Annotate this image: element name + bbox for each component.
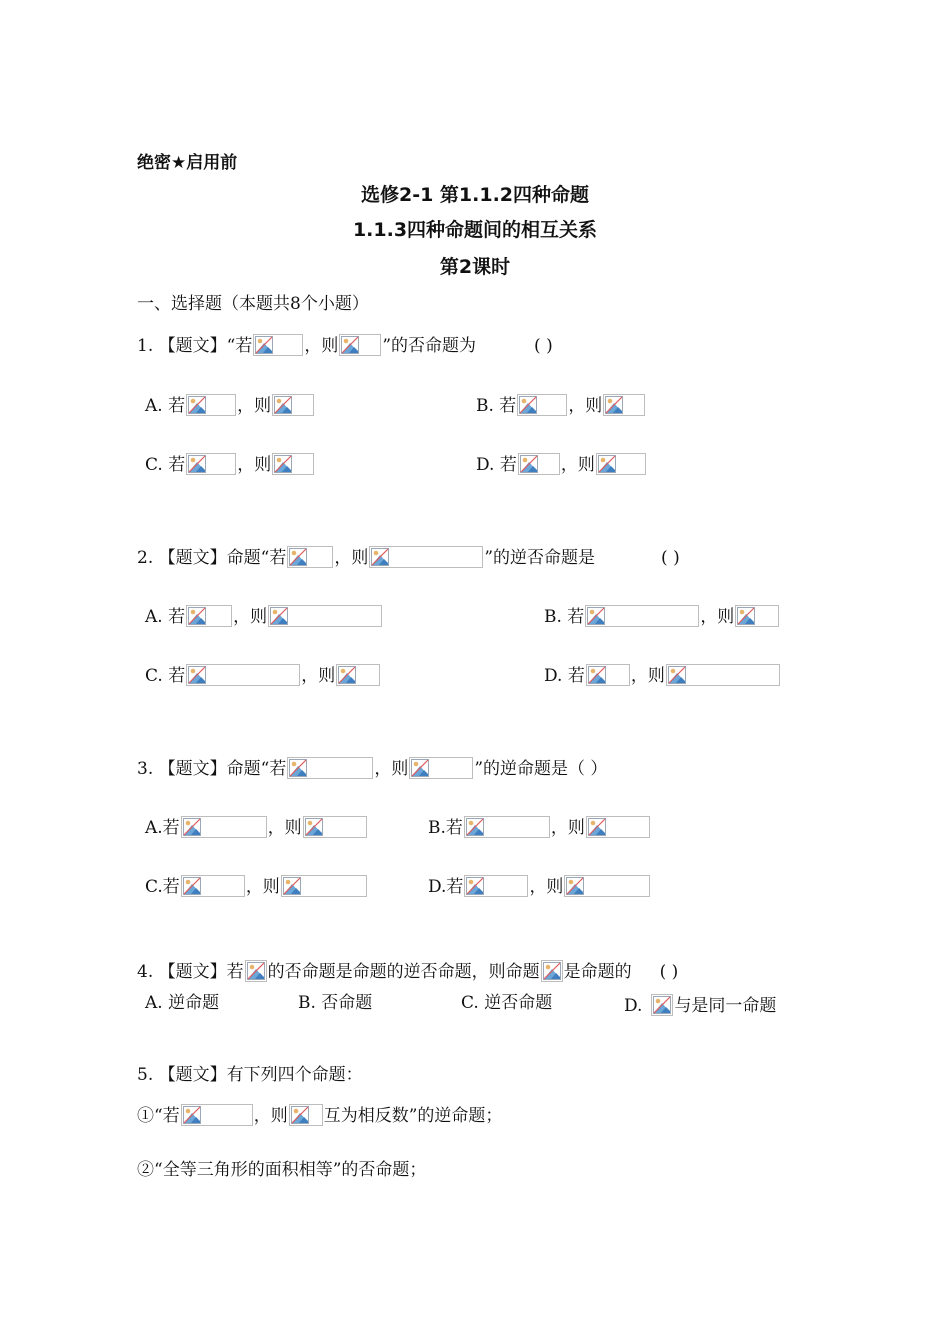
formula-image <box>303 816 367 838</box>
broken-image-icon <box>305 818 323 836</box>
formula-image <box>245 960 267 982</box>
broken-image-icon <box>566 877 584 895</box>
formula-image <box>181 875 245 897</box>
formula-image <box>186 453 236 475</box>
title-line-2: 1.1.3四种命题间的相互关系 <box>352 219 598 241</box>
broken-image-icon <box>466 877 484 895</box>
formula-image <box>336 664 380 686</box>
formula-image <box>181 1104 253 1126</box>
secret-label: 绝密★启用前 <box>137 153 238 173</box>
broken-image-icon <box>598 455 616 473</box>
formula-image <box>464 816 550 838</box>
broken-image-icon <box>653 996 671 1014</box>
formula-image <box>268 605 382 627</box>
question-4-option-a[interactable]: A. 逆命题 <box>145 993 220 1013</box>
question-1-option-c[interactable]: C. 若 ，则 <box>145 447 315 475</box>
formula-image <box>281 875 367 897</box>
formula-image <box>735 605 779 627</box>
question-5-stem: 5. 【题文】有下列四个命题： <box>137 1065 363 1085</box>
broken-image-icon <box>289 759 307 777</box>
formula-image <box>186 605 232 627</box>
formula-image <box>666 664 780 686</box>
question-1-option-a[interactable]: A. 若 ，则 <box>145 388 315 416</box>
broken-image-icon <box>605 396 623 414</box>
formula-image <box>272 453 314 475</box>
broken-image-icon <box>289 548 307 566</box>
section-heading: 一、选择题（本题共8个小题） <box>137 294 369 314</box>
formula-image <box>586 816 650 838</box>
question-3-option-b[interactable]: B.若 ，则 <box>428 810 651 838</box>
question-4-option-c[interactable]: C. 逆否命题 <box>461 993 553 1013</box>
formula-image <box>586 664 630 686</box>
broken-image-icon <box>588 818 606 836</box>
question-4-options <box>0 988 950 1016</box>
broken-image-icon <box>668 666 686 684</box>
formula-image <box>564 875 650 897</box>
broken-image-icon <box>188 455 206 473</box>
broken-image-icon <box>255 336 273 354</box>
broken-image-icon <box>371 548 389 566</box>
question-5-item-1: ①“若 ，则 互为相反数”的逆命题； <box>137 1106 503 1126</box>
question-3-option-c[interactable]: C.若 ，则 <box>145 869 368 897</box>
formula-image <box>253 334 303 356</box>
broken-image-icon <box>291 1106 309 1124</box>
formula-image <box>339 334 381 356</box>
broken-image-icon <box>270 607 288 625</box>
formula-image <box>651 994 673 1016</box>
broken-image-icon <box>341 336 359 354</box>
question-2-option-a[interactable]: A. 若 ，则 <box>145 599 383 627</box>
broken-image-icon <box>188 666 206 684</box>
question-3-option-d[interactable]: D.若 ，则 <box>428 869 651 897</box>
broken-image-icon <box>466 818 484 836</box>
question-3-option-a[interactable]: A.若 ，则 <box>145 810 368 838</box>
question-4-option-b[interactable]: B. 否命题 <box>298 993 373 1013</box>
question-1-stem: 1. 【题文】“若 ，则 ”的否命题为 ( ) <box>137 336 553 356</box>
formula-image <box>287 546 333 568</box>
formula-image <box>289 1104 323 1126</box>
question-4-stem: 4. 【题文】若 的否命题是命题的逆否命题，则命题 是命题的 ( ) <box>137 962 679 982</box>
formula-image <box>541 960 563 982</box>
question-5-item-2: ②“全等三角形的面积相等”的否命题； <box>137 1160 427 1180</box>
formula-image <box>603 394 645 416</box>
question-2-option-b[interactable]: B. 若 ，则 <box>544 599 780 627</box>
broken-image-icon <box>737 607 755 625</box>
broken-image-icon <box>183 1106 201 1124</box>
question-3-stem: 3. 【题文】命题“若 ，则 ”的逆命题是（ ） <box>137 759 608 779</box>
broken-image-icon <box>247 962 265 980</box>
formula-image <box>518 453 560 475</box>
title-line-3: 第2课时 <box>439 256 511 278</box>
broken-image-icon <box>411 759 429 777</box>
question-2-option-d[interactable]: D. 若 ，则 <box>544 658 781 686</box>
broken-image-icon <box>183 818 201 836</box>
broken-image-icon <box>520 455 538 473</box>
broken-image-icon <box>588 666 606 684</box>
broken-image-icon <box>274 396 292 414</box>
formula-image <box>181 816 267 838</box>
broken-image-icon <box>338 666 356 684</box>
broken-image-icon <box>283 877 301 895</box>
formula-image <box>585 605 699 627</box>
formula-image <box>517 394 567 416</box>
question-1-option-b[interactable]: B. 若 ，则 <box>476 388 646 416</box>
question-2-option-c[interactable]: C. 若 ，则 <box>145 658 381 686</box>
broken-image-icon <box>183 877 201 895</box>
formula-image <box>186 664 300 686</box>
broken-image-icon <box>274 455 292 473</box>
formula-image <box>272 394 314 416</box>
broken-image-icon <box>587 607 605 625</box>
formula-image <box>287 757 373 779</box>
broken-image-icon <box>188 396 206 414</box>
question-4-option-d[interactable]: D. 与是同一命题 <box>624 996 777 1016</box>
broken-image-icon <box>188 607 206 625</box>
question-2-stem: 2. 【题文】命题“若 ，则 ”的逆否命题是 ( ) <box>137 548 680 568</box>
formula-image <box>409 757 473 779</box>
formula-image <box>464 875 528 897</box>
title-line-1: 选修2-1 第1.1.2四种命题 <box>360 184 590 206</box>
broken-image-icon <box>519 396 537 414</box>
formula-image <box>596 453 646 475</box>
formula-image <box>369 546 483 568</box>
broken-image-icon <box>543 962 561 980</box>
question-1-option-d[interactable]: D. 若 ，则 <box>476 447 647 475</box>
formula-image <box>186 394 236 416</box>
